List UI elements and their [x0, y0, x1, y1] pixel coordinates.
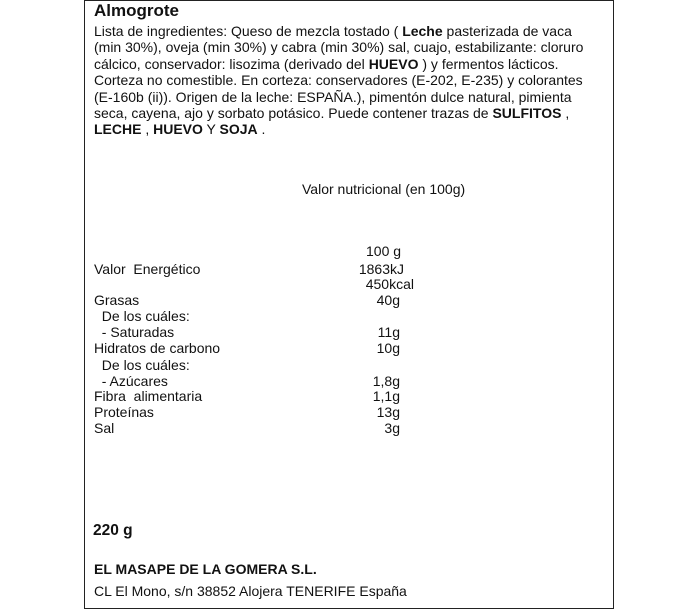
- nutrition-row-value: 13g: [376, 404, 400, 420]
- nutrition-row-label: De los cuáles:: [94, 308, 190, 324]
- nutrition-row-label: De los cuáles:: [94, 357, 190, 373]
- company-name: EL MASAPE DE LA GOMERA S.L.: [94, 561, 317, 577]
- ingredients-part: Lista de ingredientes: Queso de mezcla tostado (: [94, 23, 403, 39]
- company-address: CL El Mono, s/n 38852 Alojera TENERIFE España: [94, 583, 407, 599]
- rind-note: [94, 72, 594, 138]
- allergen-sulfitos: SULFITOS: [492, 105, 562, 122]
- rind-text: Corteza no comestible. En corteza: conservadores (E-202, E-235) y colorantes (E-160b (ii)). Origen de la leche: ESPAÑA.), pimentón dulce natural, pimienta seca, cayena, ajo y sorbato potásico. Puede contener trazas de: [94, 72, 583, 122]
- nutrition-row-label: Sal: [94, 420, 115, 436]
- nutrition-row-value: 3g: [384, 420, 400, 436]
- nutrition-row-label: Hidratos de carbono: [94, 340, 221, 356]
- rind-sep: .: [257, 121, 266, 138]
- nutrition-heading: Valor nutricional (en 100g): [302, 181, 466, 197]
- nutrition-row-label: Proteínas: [94, 404, 154, 420]
- energy-label: Valor Energético: [94, 261, 201, 277]
- ingredients-part: pasterizada de vaca (min 30%), oveja (min 30%) y cabra (min 30%) sal, cuajo, estabilizante: cloruro cálcico, conservador: lisozima (derivado del: [94, 23, 584, 72]
- ingredients-block: [94, 23, 594, 138]
- rind-sep: ,: [141, 121, 154, 138]
- product-title: Almogrote: [94, 1, 179, 20]
- allergen-soja: SOJA: [219, 121, 258, 138]
- rind-sep: ,: [561, 105, 570, 122]
- nutrition-row-label: - Saturadas: [94, 324, 175, 340]
- nutrition-row-label: Fibra alimentaria: [94, 388, 203, 404]
- ingredients-text: [94, 23, 594, 72]
- nutrition-row-label: Grasas: [94, 292, 140, 308]
- energy-kcal-value: 450kcal: [365, 276, 414, 292]
- nutrition-row-value: 40g: [376, 292, 400, 308]
- nutrition-row-value: 1,1g: [372, 388, 400, 404]
- net-weight: 220 g: [93, 522, 133, 539]
- nutrition-row-value: 1,8g: [372, 373, 400, 389]
- allergen-leche: LECHE: [94, 121, 142, 138]
- allergen-huevo: HUEVO: [153, 121, 203, 138]
- allergen-huevo: HUEVO: [368, 55, 419, 72]
- ingredients-part: ) y fermentos lácticos.: [418, 55, 559, 72]
- rind-sep: Y: [202, 121, 220, 138]
- nutrition-row-label: - Azúcares: [94, 373, 168, 389]
- energy-kj-value: 1863kJ: [358, 261, 404, 277]
- nutrition-row-value: 10g: [376, 340, 400, 356]
- allergen-leche: Leche: [402, 23, 443, 39]
- nutrition-row-value: 11g: [377, 324, 400, 340]
- nutrition-column-header: 100 g: [366, 243, 402, 259]
